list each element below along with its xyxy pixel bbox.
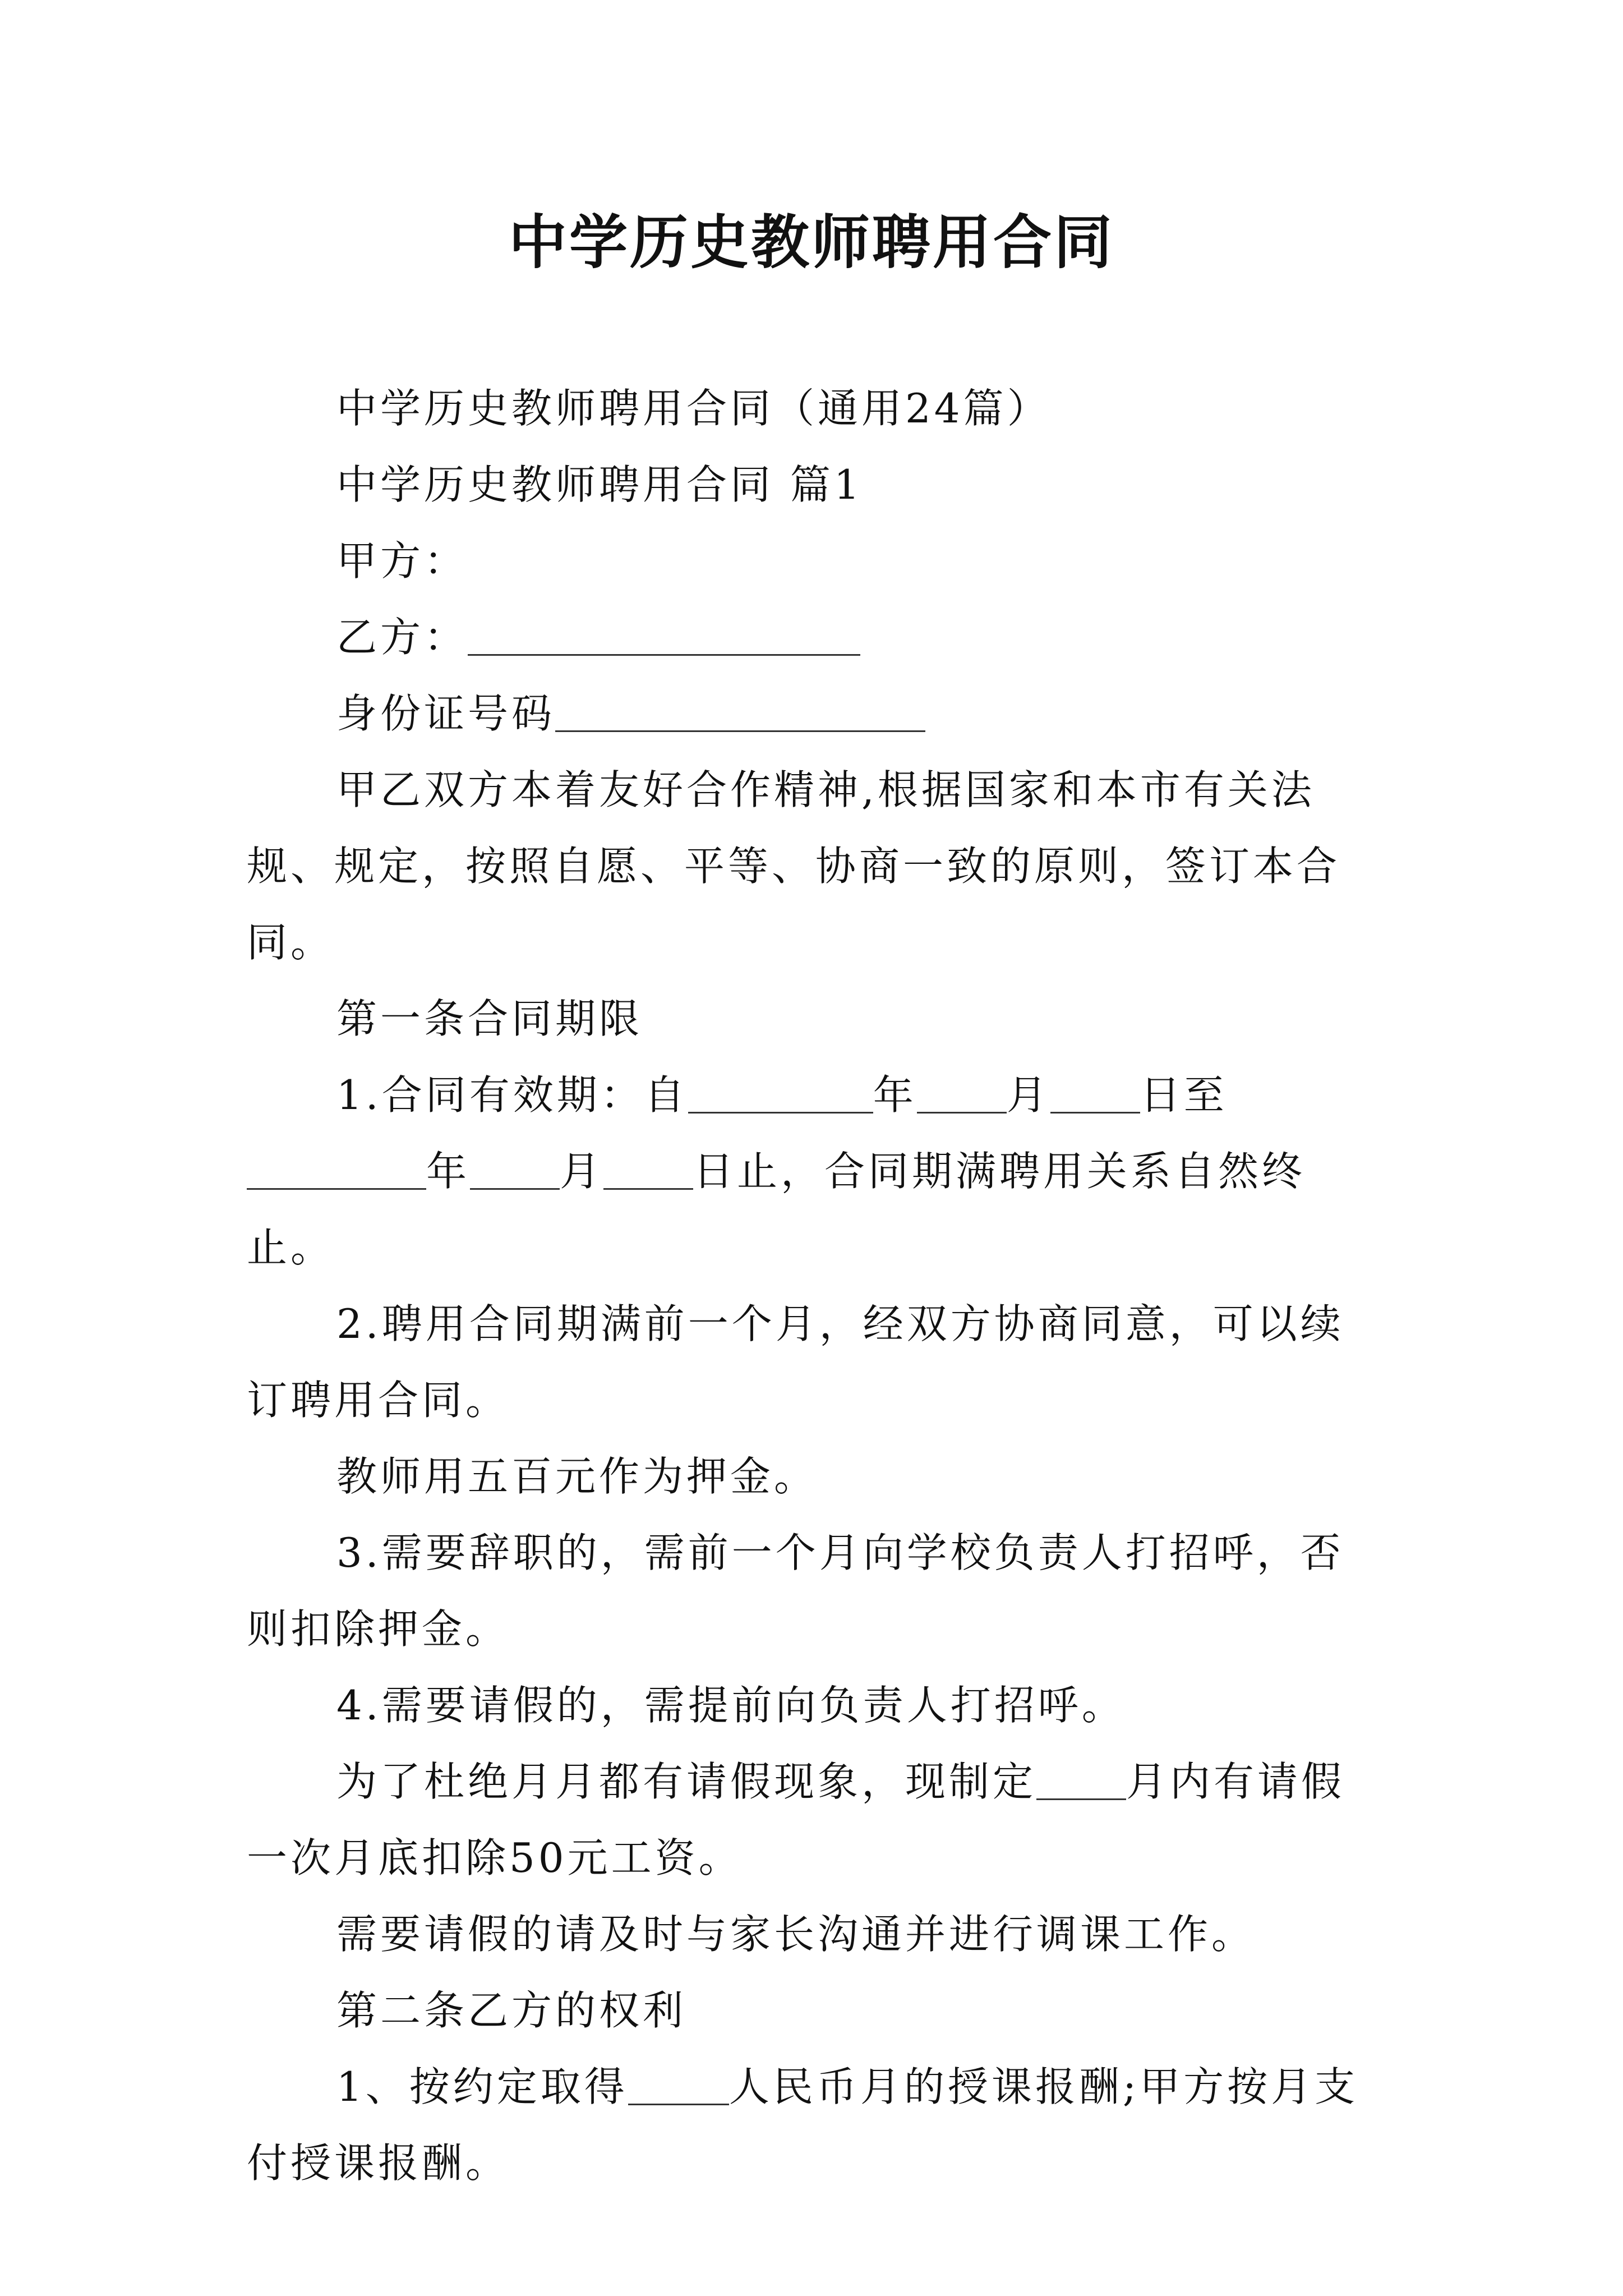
paragraph-leave-note: 需要请假的请及时与家长沟通并进行调课工作。 [336,1911,1256,1958]
paragraph-id-number [247,675,1385,752]
start-year-blank [688,1067,873,1114]
paragraph-preamble: 甲乙双方本着友好合作精神,根据国家和本市有关法规、规定，按照自愿、平等、协商一致的原则，签订本合同。 [247,766,1341,966]
term-text-month-2: 月 [560,1148,604,1195]
party-b-label: 乙方： [336,614,468,661]
salary-text-b: 人民币月的授课报酬;甲方按月支付授课报酬。 [247,2063,1359,2187]
term-text-from: 1.合同有效期：自 [336,1071,688,1119]
start-month-blank [917,1067,1007,1114]
term-text-year-2: 年 [426,1148,471,1195]
party-b-blank [468,609,860,656]
term-text-month: 月 [1006,1071,1050,1119]
paragraph-salary [247,2049,1385,2201]
leave-months-blank [1036,1754,1126,1800]
document-body [247,370,1385,2201]
salary-amount-blank [628,2059,729,2105]
paragraph-subtitle: 中学历史教师聘用合同（通用24篇） [336,385,1051,432]
paragraph-party-a: 甲方： [336,537,468,585]
term-text-day-to: 日至 [1140,1071,1228,1119]
end-day-blank [603,1143,693,1190]
term-text-end: 日止，合同期满聘用关系自然终止。 [247,1148,1306,1271]
paragraph-term [247,1057,1385,1286]
start-day-blank [1050,1067,1140,1114]
paragraph-resignation: 3.需要辞职的，需前一个月向学校负责人打招呼，否则扣除押金。 [247,1529,1344,1653]
leave-rule-text-a: 为了杜绝月月都有请假现象，现制定 [336,1758,1037,1805]
id-number-label: 身份证号码 [336,690,556,737]
paragraph-leave: 4.需要请假的，需提前向负责人打招呼。 [336,1682,1126,1729]
end-year-blank [247,1143,426,1190]
paragraph-leave-rule [247,1743,1385,1896]
paragraph-renewal: 2.聘用合同期满前一个月，经双方协商同意，可以续订聘用合同。 [247,1300,1344,1424]
paragraph-article-2: 第二条乙方的权利 [336,1987,687,2034]
paragraph-deposit: 教师用五百元作为押金。 [336,1453,818,1500]
leave-rule-text-b: 月内有请假一次月底扣除50元工资。 [247,1758,1345,1881]
end-month-blank [470,1143,560,1190]
term-text-year: 年 [873,1071,917,1119]
salary-text-a: 1、按约定取得 [336,2063,628,2110]
document-title: 中学历史教师聘用合同 [508,208,1114,277]
paragraph-section-heading: 中学历史教师聘用合同 篇1 [336,461,863,508]
paragraph-party-b [247,599,1385,675]
id-number-blank [555,685,925,732]
paragraph-article-1: 第一条合同期限 [336,995,643,1042]
